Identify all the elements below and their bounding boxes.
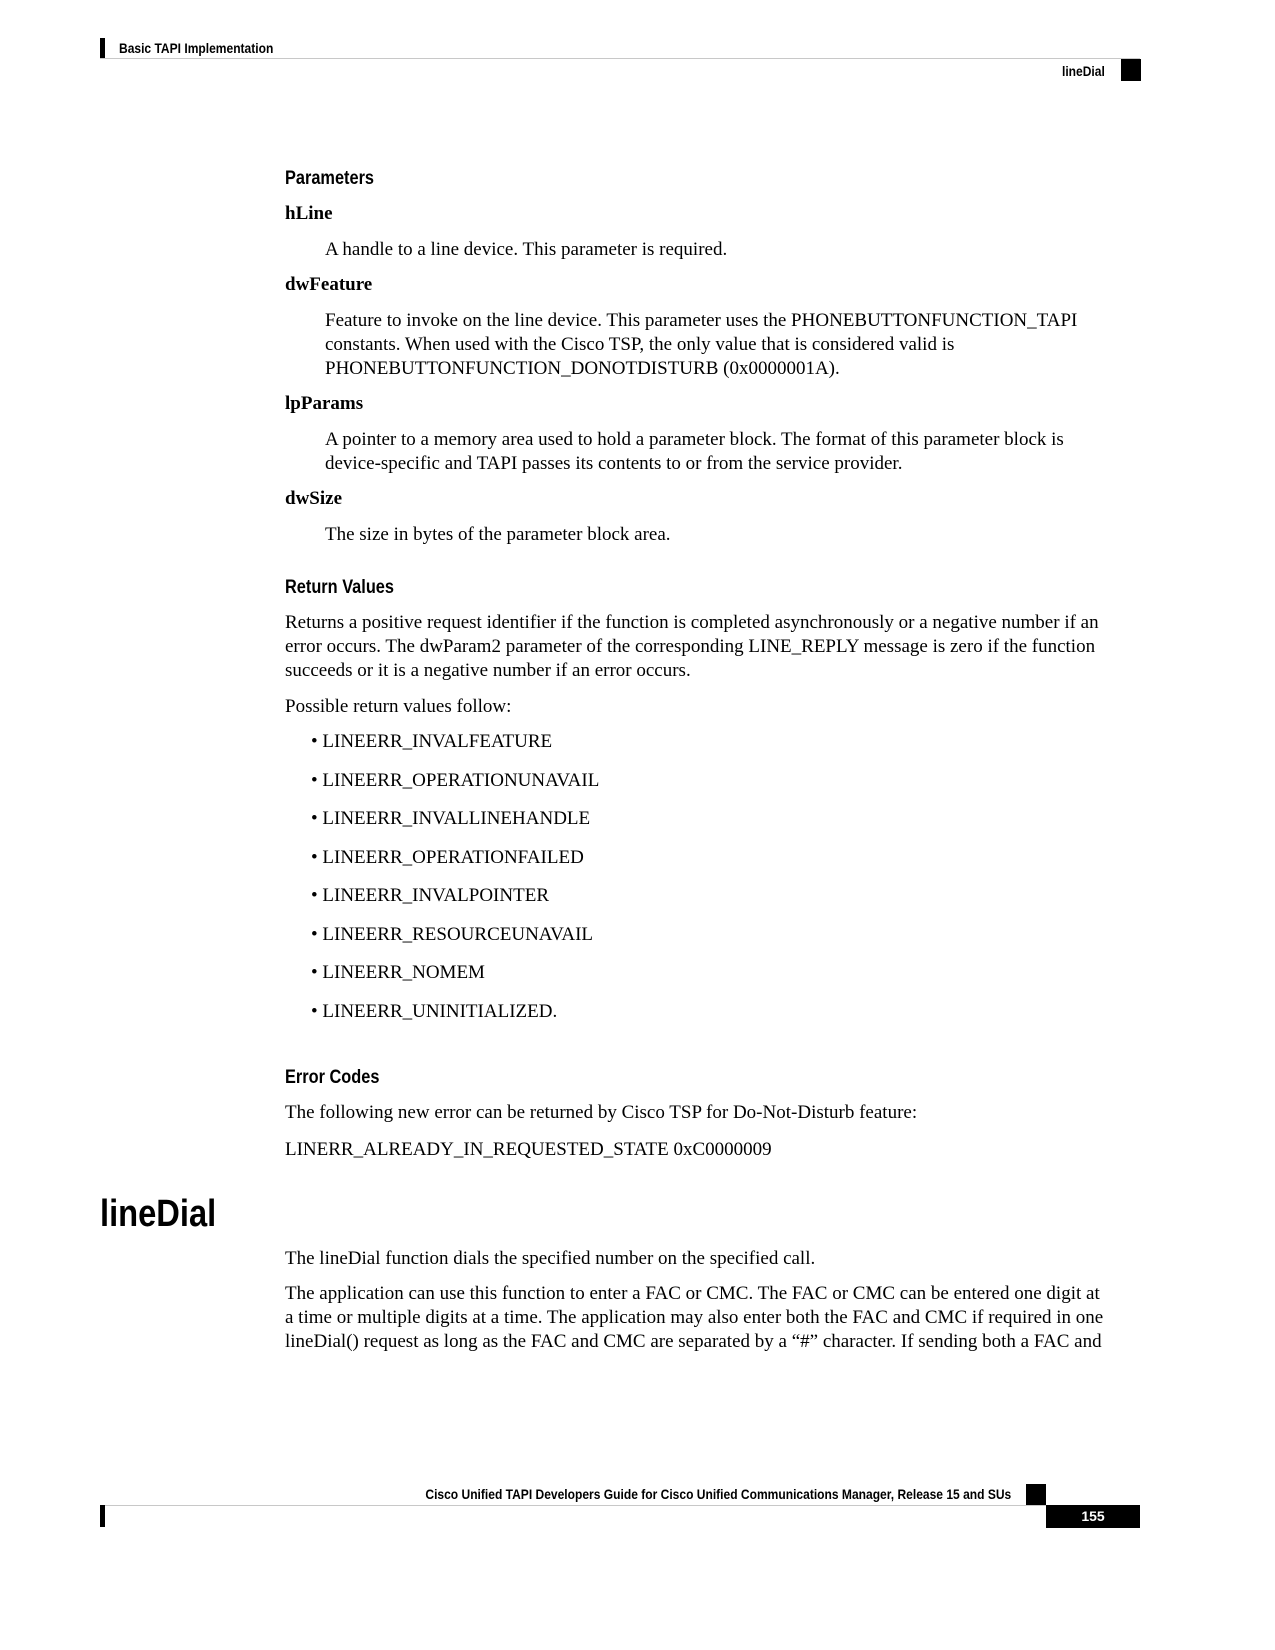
text-line: A pointer to a memory area used to hold a parameter block. The format of this parameter block is	[325, 429, 1064, 450]
param-name-dwfeature: dwFeature	[285, 274, 373, 295]
error-codes-text: The following new error can be returned by Cisco TSP for Do-Not-Disturb feature:	[285, 1102, 918, 1123]
linedial-title: lineDial	[100, 1193, 217, 1235]
list-item: • LINEERR_INVALPOINTER	[311, 885, 549, 906]
error-code-value: LINERR_ALREADY_IN_REQUESTED_STATE 0xC0000009	[285, 1139, 772, 1160]
running-header-section: lineDial	[1062, 63, 1105, 79]
footer-rule	[100, 1505, 1140, 1506]
return-value-code: LINEERR_INVALLINEHANDLE	[322, 808, 591, 829]
return-value-code: LINEERR_OPERATIONUNAVAIL	[322, 770, 600, 791]
list-item: • LINEERR_RESOURCEUNAVAIL	[311, 924, 593, 945]
header-right-block	[1121, 59, 1141, 81]
param-desc-lpparams	[325, 428, 1064, 476]
linedial-paragraph	[285, 1282, 1103, 1354]
param-name-dwsize: dwSize	[285, 488, 342, 509]
return-value-code: LINEERR_RESOURCEUNAVAIL	[322, 924, 593, 945]
text-line: error occurs. The dwParam2 parameter of the corresponding LINE_REPLY message is zero if the function	[285, 636, 1096, 657]
return-value-code: LINEERR_INVALFEATURE	[322, 731, 553, 752]
text-line: device-specific and TAPI passes its contents to or from the service provider.	[325, 453, 903, 474]
header-rule	[100, 58, 1140, 59]
return-values-paragraph	[285, 611, 1099, 683]
parameters-heading: Parameters	[285, 168, 375, 189]
footer-right-block	[1026, 1484, 1046, 1505]
list-item: • LINEERR_INVALFEATURE	[311, 731, 553, 752]
param-name-lpparams: lpParams	[285, 393, 364, 414]
text-line: The application can use this function to enter a FAC or CMC. The FAC or CMC can be entered one digit at	[285, 1283, 1100, 1304]
page-number-box	[1046, 1505, 1140, 1528]
list-item: • LINEERR_OPERATIONUNAVAIL	[311, 770, 600, 791]
text-line: Feature to invoke on the line device. This parameter uses the PHONEBUTTONFUNCTION_TAPI	[325, 310, 1078, 331]
return-value-code: LINEERR_UNINITIALIZED.	[322, 1001, 558, 1022]
text-line: Returns a positive request identifier if the function is completed asynchronously or a negative number if an	[285, 612, 1099, 633]
return-value-code: LINEERR_INVALPOINTER	[322, 885, 549, 906]
param-desc-hline: A handle to a line device. This parameter is required.	[325, 239, 728, 260]
footer-book-title: Cisco Unified TAPI Developers Guide for Cisco Unified Communications Manager, Release 15 and SUs	[425, 1486, 1011, 1502]
param-desc-dwsize: The size in bytes of the parameter block area.	[325, 524, 671, 545]
param-desc-dwfeature	[325, 309, 1077, 381]
text-line: a time or multiple digits at a time. The application may also enter both the FAC and CMC if required in one	[285, 1307, 1104, 1328]
text-line: lineDial() request as long as the FAC and CMC are separated by a “#” character. If sending both a FAC and	[285, 1331, 1102, 1352]
text-line: PHONEBUTTONFUNCTION_DONOTDISTURB (0x0000001A).	[325, 358, 840, 379]
list-item: • LINEERR_OPERATIONFAILED	[311, 847, 584, 868]
error-codes-heading: Error Codes	[285, 1067, 380, 1088]
return-values-intro: Possible return values follow:	[285, 696, 512, 717]
page-number: 155	[1081, 1508, 1105, 1524]
text-line: succeeds or it is a negative number if an error occurs.	[285, 660, 691, 681]
running-header-chapter: Basic TAPI Implementation	[119, 40, 274, 56]
list-item: • LINEERR_UNINITIALIZED.	[311, 1001, 558, 1022]
text-line: constants. When used with the Cisco TSP, the only value that is considered valid is	[325, 334, 955, 355]
list-item: • LINEERR_NOMEM	[311, 962, 485, 983]
return-value-code: LINEERR_OPERATIONFAILED	[322, 847, 584, 868]
footer-left-bar	[100, 1505, 105, 1527]
return-value-code: LINEERR_NOMEM	[322, 962, 485, 983]
linedial-intro: The lineDial function dials the specified number on the specified call.	[285, 1248, 816, 1269]
return-values-heading: Return Values	[285, 577, 394, 598]
list-item: • LINEERR_INVALLINEHANDLE	[311, 808, 591, 829]
header-left-bar	[100, 38, 105, 58]
param-name-hline: hLine	[285, 203, 333, 224]
